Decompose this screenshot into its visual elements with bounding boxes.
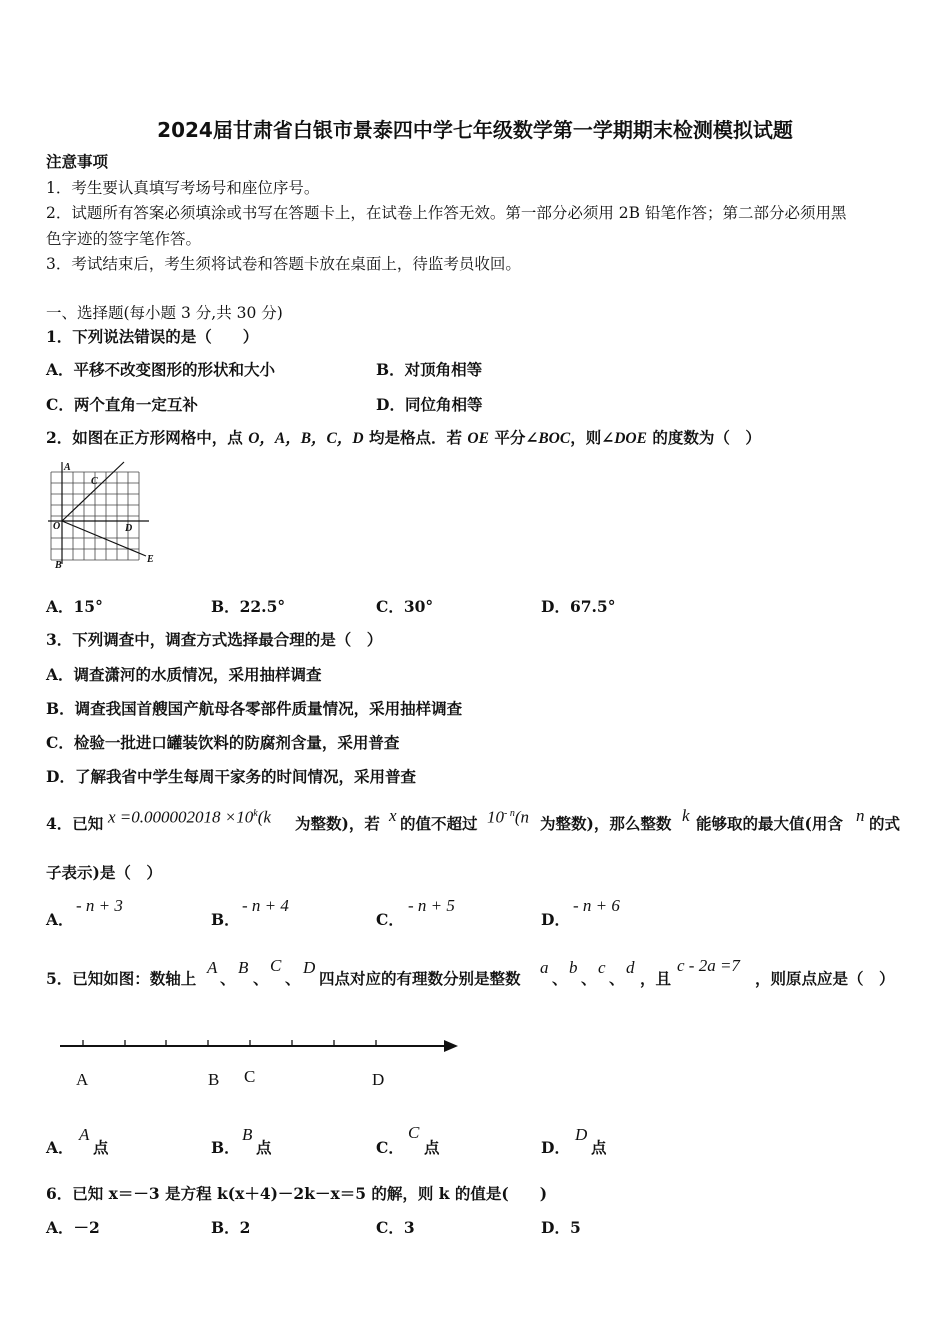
q4-option-d-label: D． bbox=[541, 910, 570, 929]
q3-option-a: A．调查潇河的水质情况，采用抽样调查 bbox=[46, 665, 322, 684]
q5-point-d: D bbox=[303, 958, 316, 977]
q5-point-b: B bbox=[238, 958, 249, 977]
q1-stem: 1．下列说法错误的是（ ） bbox=[46, 327, 259, 346]
figure-label-d: D bbox=[125, 523, 133, 534]
q2-option-d: D．67.5° bbox=[541, 597, 616, 616]
q4-var-x: x bbox=[389, 806, 397, 825]
q1-option-b: B．对顶角相等 bbox=[376, 360, 483, 379]
q5-point-c: C bbox=[270, 956, 282, 975]
q4-option-a-expr: - n + 3 bbox=[76, 896, 123, 915]
notice-heading: 注意事项 bbox=[46, 152, 109, 171]
q5-option-c-letter: C bbox=[408, 1123, 420, 1142]
q2-grid-figure bbox=[46, 458, 160, 572]
q5-option-a-letter: A bbox=[79, 1125, 90, 1144]
q4-option-c-label: C． bbox=[376, 910, 404, 929]
q4-expr-bound: $10^{- n}(n$ bbox=[487, 807, 530, 827]
notice-item: 1．考生要认真填写考场号和座位序号。 bbox=[46, 179, 320, 197]
q5-stem-p3: ，且 bbox=[640, 969, 672, 988]
q4-stem-line2: 子表示)是（ ） bbox=[46, 863, 162, 882]
q4-option-c-expr: - n + 5 bbox=[408, 896, 455, 915]
axis-label-d: D bbox=[372, 1070, 385, 1089]
q5-option-b-letter: B bbox=[242, 1125, 253, 1144]
q4-stem-p5: 能够取的最大值(用含 bbox=[696, 814, 843, 833]
q5-option-d-letter: D bbox=[575, 1125, 588, 1144]
notice-item: 色字迹的签字笔作答。 bbox=[46, 230, 202, 248]
notice-item: 3．考试结束后，考生须将试卷和答题卡放在桌面上，待监考员收回。 bbox=[46, 255, 521, 273]
page-title: 2024届甘肃省白银市景泰四中学七年级数学第一学期期末检测模拟试题 bbox=[157, 118, 793, 142]
q5-option-d-suffix: 点 bbox=[591, 1138, 607, 1157]
q5-var-a: a bbox=[540, 958, 549, 977]
q5-option-c-label: C． bbox=[376, 1138, 404, 1157]
q2-option-a: A．15° bbox=[46, 597, 103, 616]
q5-option-d-label: D． bbox=[541, 1138, 570, 1157]
q2-stem: 2．如图在正方形网格中，点 O，A，B，C，D 均是格点．若 OE 平分∠BOC，则∠DOE 的度数为（ ） bbox=[46, 428, 761, 447]
q5-point-a: A bbox=[207, 958, 218, 977]
q5-number-line bbox=[56, 1030, 466, 1092]
q3-option-b: B．调查我国首艘国产航母各零部件质量情况，采用抽样调查 bbox=[46, 699, 463, 718]
q5-option-c-suffix: 点 bbox=[424, 1138, 440, 1157]
q5-option-b-suffix: 点 bbox=[256, 1138, 272, 1157]
q4-option-d-expr: - n + 6 bbox=[573, 896, 620, 915]
figure-label-c: C bbox=[91, 476, 98, 487]
q5-sep: 、 bbox=[285, 969, 301, 988]
q6-option-b: B．2 bbox=[211, 1218, 251, 1237]
q1-option-d: D．同位角相等 bbox=[376, 395, 483, 414]
figure-label-b: B bbox=[55, 560, 62, 571]
q5-stem-p1: 5．已知如图：数轴上 bbox=[46, 969, 197, 988]
q2-option-c: C．30° bbox=[376, 597, 434, 616]
q3-stem: 3．下列调查中，调查方式选择最合理的是（ ） bbox=[46, 630, 383, 649]
q3-option-c: C．检验一批进口罐装饮料的防腐剂含量，采用普查 bbox=[46, 733, 400, 752]
q4-stem-p4: 为整数)，那么整数 bbox=[540, 814, 672, 833]
q1-option-c: C．两个直角一定互补 bbox=[46, 395, 198, 414]
q5-option-a-label: A． bbox=[46, 1138, 74, 1157]
q6-option-a: A．－2 bbox=[46, 1218, 100, 1237]
q4-expr-x: $x =0.000002018 \times 10^k(k$ bbox=[108, 807, 271, 827]
q1-option-a: A．平移不改变图形的形状和大小 bbox=[46, 360, 276, 379]
q4-option-b-label: B． bbox=[211, 910, 240, 929]
q5-equation: c - 2a =7 bbox=[677, 956, 740, 975]
q4-stem-p2: 为整数)，若 bbox=[295, 814, 380, 833]
q5-stem-p4: ，则原点应是（ ） bbox=[755, 969, 895, 988]
figure-label-a: A bbox=[64, 462, 71, 473]
q5-sep: 、 bbox=[581, 969, 597, 988]
q4-stem-p1: 4．已知 bbox=[46, 814, 104, 833]
q2-option-b: B．22.5° bbox=[211, 597, 286, 616]
q4-stem-p3: 的值不超过 bbox=[400, 814, 478, 833]
q5-option-a-suffix: 点 bbox=[93, 1138, 109, 1157]
q6-option-c: C．3 bbox=[376, 1218, 415, 1237]
axis-label-b: B bbox=[208, 1070, 220, 1089]
q5-var-d: d bbox=[626, 958, 635, 977]
axis-label-a: A bbox=[76, 1070, 89, 1089]
q5-option-b-label: B． bbox=[211, 1138, 240, 1157]
notice-item: 2．试题所有答案必须填涂或书写在答题卡上，在试卷上作答无效。第一部分必须用 2B 铅笔作答；第二部分必须用黑 bbox=[46, 204, 847, 222]
q5-sep: 、 bbox=[253, 969, 269, 988]
section-heading: 一、选择题(每小题 3 分,共 30 分) bbox=[46, 304, 283, 322]
q4-option-a-label: A． bbox=[46, 910, 74, 929]
q4-var-k: k bbox=[682, 806, 690, 825]
q6-stem: 6．已知 x＝－3 是方程 k(x＋4)－2k－x＝5 的解，则 k 的值是( ) bbox=[46, 1184, 548, 1203]
q5-var-c: c bbox=[598, 958, 606, 977]
q6-option-d: D．5 bbox=[541, 1218, 581, 1237]
axis-label-c: C bbox=[244, 1067, 256, 1086]
q4-option-b-expr: - n + 4 bbox=[242, 896, 289, 915]
q5-stem-p2: 四点对应的有理数分别是整数 bbox=[319, 969, 521, 988]
q5-sep: 、 bbox=[220, 969, 236, 988]
q5-var-b: b bbox=[569, 958, 578, 977]
q5-sep: 、 bbox=[609, 969, 625, 988]
q4-var-n: n bbox=[856, 806, 865, 825]
figure-label-e: E bbox=[147, 554, 154, 565]
q3-option-d: D．了解我省中学生每周干家务的时间情况，采用普查 bbox=[46, 767, 416, 786]
q4-stem-p6: 的式 bbox=[869, 814, 901, 833]
q5-sep: 、 bbox=[552, 969, 568, 988]
figure-label-o: O bbox=[53, 521, 61, 532]
